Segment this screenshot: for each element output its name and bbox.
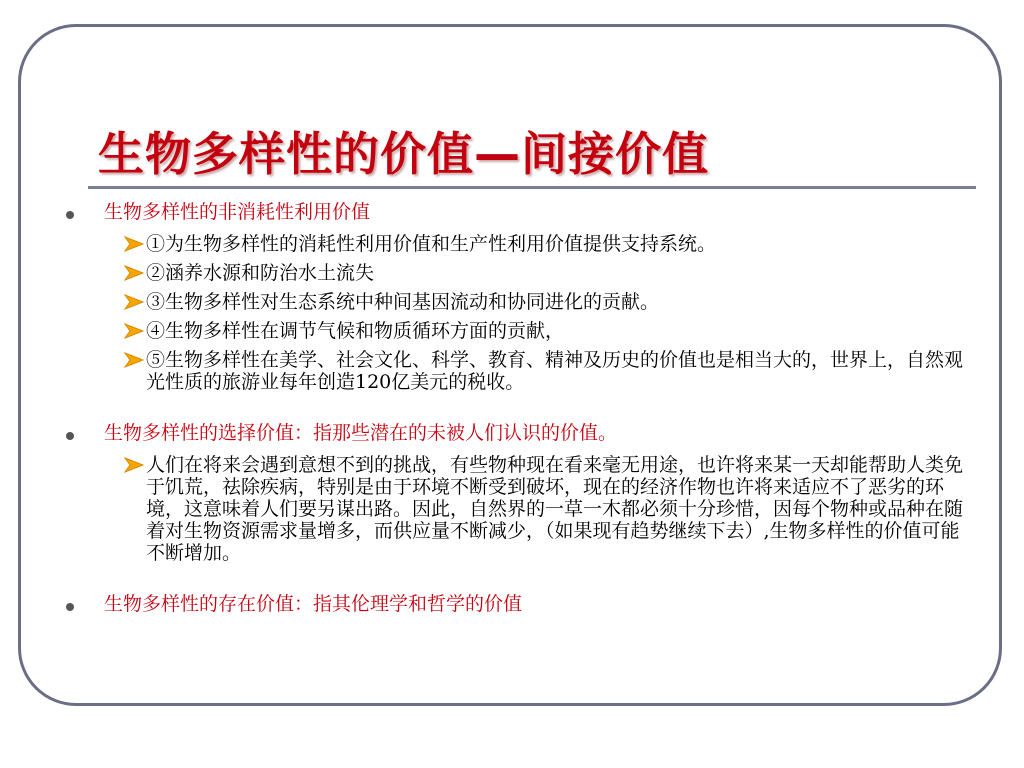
bullet-option-value <box>64 421 976 446</box>
orange-arrow-bullet-icon <box>124 456 144 474</box>
slide-title: 生物多样性的价值—间接价值 <box>98 127 709 181</box>
round-dot-bullet-icon <box>66 432 74 440</box>
sub-bullet-text: 人们在将来会遇到意想不到的挑战，有些物种现在看来毫无用途，也许将来某一天却能帮助人类免于饥荒，祛除疾病，特别是由于环境不断受到破坏，现在的经济作物也许将来适应不了恶劣的环境，这意味着人们要另谋出路。因此，自然界的一草一木都必须十分珍惜，因每个物种或品种在随着对生物资源需求量增多，而供应量不断减少，（如果现有趋势继续下去）,生物多样性的价值可能不断增加。 <box>146 454 964 564</box>
orange-arrow-bullet-icon <box>124 322 144 340</box>
orange-arrow-bullet-icon <box>124 264 144 282</box>
bullet-heading: 生物多样性的选择价值：指那些潜在的未被人们认识的价值。 <box>104 422 618 444</box>
orange-arrow-bullet-icon <box>124 351 144 369</box>
sub-bullet-text: ⑤生物多样性在美学、社会文化、科学、教育、精神及历史的价值也是相当大的，世界上，自然观光性质的旅游业每年创造120亿美元的税收。 <box>146 349 964 393</box>
sub-bullet-text: ④生物多样性在调节气候和物质循环方面的贡献， <box>146 320 565 342</box>
sub-bullet-text: ③生物多样性对生态系统中种间基因流动和协同进化的贡献。 <box>146 291 660 313</box>
slide-body <box>64 200 976 617</box>
sub-bullet-climate-regulation <box>146 320 976 342</box>
sub-bullet-support-system <box>146 233 976 255</box>
bullet-heading: 生物多样性的非消耗性利用价值 <box>104 201 371 223</box>
round-dot-bullet-icon <box>66 603 74 611</box>
sub-bullet-aesthetic-value <box>146 349 976 393</box>
round-dot-bullet-icon <box>66 211 74 219</box>
sub-bullet-future-challenges <box>146 454 976 564</box>
bullet-heading: 生物多样性的存在价值：指其伦理学和哲学的价值 <box>104 593 523 615</box>
sub-bullet-water-conservation <box>146 262 976 284</box>
orange-arrow-bullet-icon <box>124 235 144 253</box>
title-underline <box>88 186 976 189</box>
sub-bullet-text: ②涵养水源和防治水土流失 <box>146 262 375 284</box>
sub-bullet-text: ①为生物多样性的消耗性利用价值和生产性利用价值提供支持系统。 <box>146 233 717 255</box>
bullet-existence-value <box>64 592 976 617</box>
orange-arrow-bullet-icon <box>124 293 144 311</box>
bullet-non-consumptive-value <box>64 200 976 225</box>
sub-bullet-gene-flow <box>146 291 976 313</box>
